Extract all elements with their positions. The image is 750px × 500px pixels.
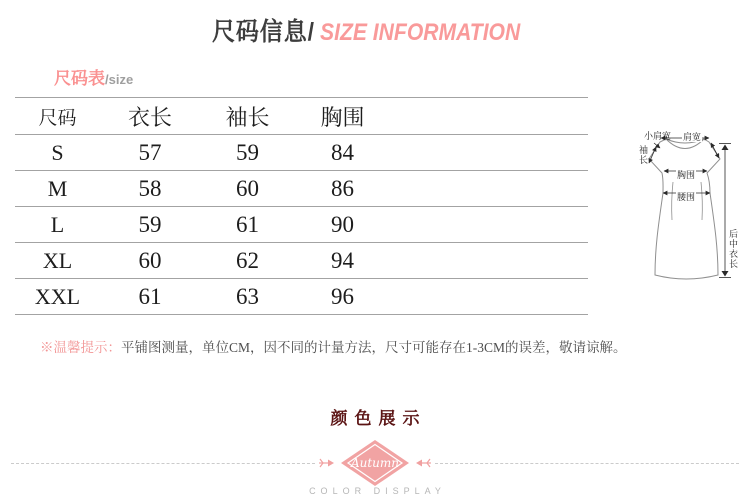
table-row <box>15 207 588 243</box>
col-header-filler <box>390 98 588 135</box>
cell-size: M <box>47 175 68 201</box>
dress-measurement-diagram <box>628 106 750 323</box>
col-header-sleeve: 袖长 <box>225 104 270 130</box>
label-sleeve-length: 袖长 <box>638 145 648 165</box>
table-row <box>15 279 588 315</box>
size-table-label <box>54 64 133 89</box>
table-row <box>15 243 588 279</box>
label-waist: 腰围 <box>677 192 696 202</box>
cell-size: L <box>50 211 65 237</box>
col-header-bust: 胸围 <box>320 104 365 130</box>
fleur-arrow-icon <box>415 456 431 470</box>
label-small-shoulder-width: 小肩宽 <box>644 131 672 141</box>
cell-sleeve: 59 <box>236 139 259 165</box>
page-title-zh: 尺码信息/ <box>211 18 315 46</box>
notice-text: 平铺图测量，单位CM，因不同的计量方法，尺寸可能存在1-3CM的误差，敬请谅解。 <box>121 340 627 355</box>
col-header-length: 衣长 <box>127 104 172 130</box>
cell-length: 58 <box>138 175 162 201</box>
size-table <box>15 97 588 315</box>
size-table-label-zh: 尺码表 <box>54 69 105 88</box>
label-shoulder-width: 肩宽 <box>683 132 702 142</box>
col-header-size: 尺码 <box>38 107 77 129</box>
cell-sleeve: 60 <box>236 175 259 201</box>
divider-line-left <box>11 463 315 464</box>
cell-length: 59 <box>138 211 162 237</box>
label-back-center-length: 后中衣长 <box>728 229 738 269</box>
table-row <box>15 135 588 171</box>
notice-prefix: ※温馨提示： <box>40 340 121 355</box>
cell-size: S <box>51 139 64 165</box>
page-title-en: SIZE INFORMATION <box>319 19 520 46</box>
page-title <box>0 12 750 48</box>
cell-size: XXL <box>34 283 81 309</box>
cell-length: 60 <box>138 247 162 273</box>
cell-length: 61 <box>138 283 162 309</box>
cell-bust: 96 <box>331 283 354 309</box>
cell-sleeve: 62 <box>236 247 259 273</box>
label-bust: 胸围 <box>677 170 696 180</box>
cell-bust: 86 <box>331 175 354 201</box>
measurement-notice <box>40 336 627 356</box>
size-table-label-en: /size <box>105 72 134 87</box>
autumn-badge-text: Autumn <box>350 456 400 470</box>
cell-bust: 84 <box>331 139 354 165</box>
cell-sleeve: 63 <box>236 283 259 309</box>
divider-line-right <box>435 463 739 464</box>
fleur-arrow-icon <box>319 456 335 470</box>
cell-bust: 94 <box>331 247 354 273</box>
cell-bust: 90 <box>331 211 354 237</box>
table-row <box>15 171 588 207</box>
cell-sleeve: 61 <box>236 211 259 237</box>
cell-length: 57 <box>138 139 162 165</box>
autumn-badge <box>341 440 409 486</box>
decorative-divider <box>0 440 750 486</box>
cell-size: XL <box>42 247 73 273</box>
size-table-header-row <box>15 98 588 135</box>
color-display-title: 颜色展示 <box>330 409 427 428</box>
color-display-caption: COLOR DISPLAY <box>309 486 446 496</box>
